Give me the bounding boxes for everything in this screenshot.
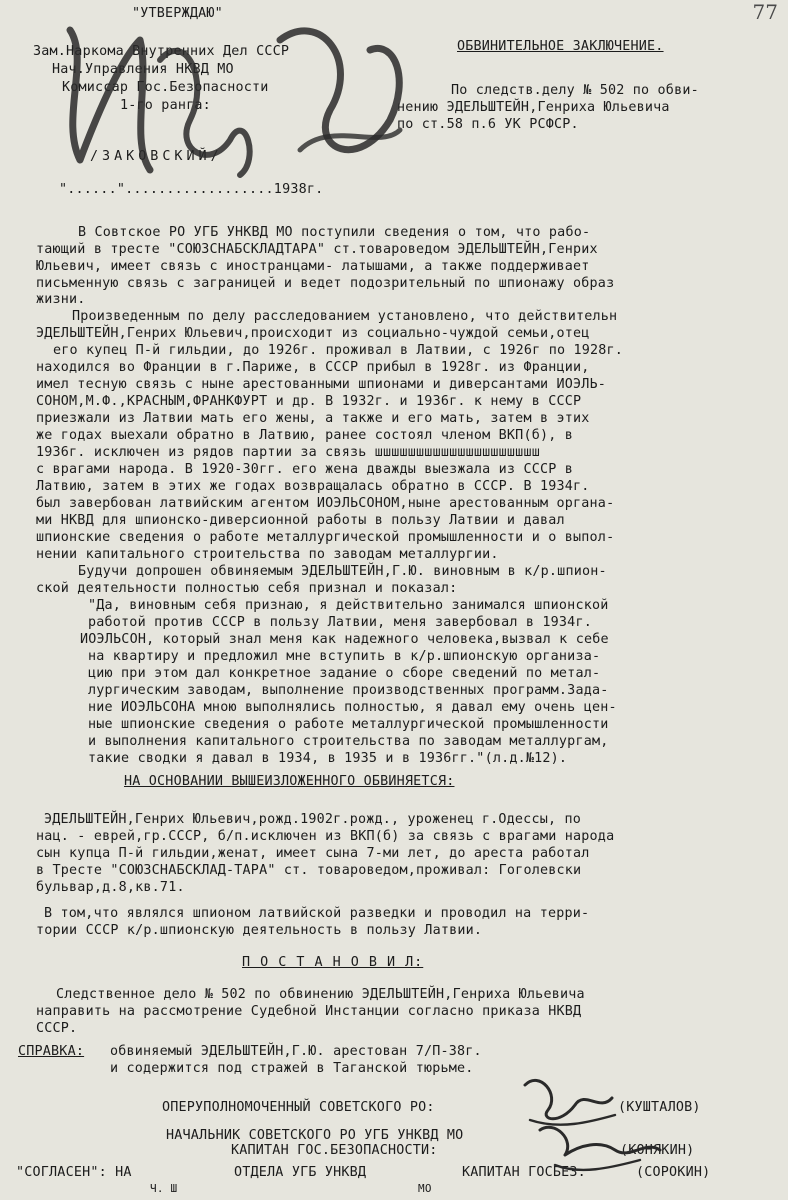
- body-line: ЭДЕЛЬШТЕЙН,Генрих Юльевич,происходит из социально-чуждой семьи,отец: [36, 326, 590, 341]
- testimony-line: такие сводки я давал в 1934, в 1935 и в 1936гг."(л.д.№12).: [88, 751, 568, 766]
- approver-name: /ЗАКОВСКИЙ/: [90, 149, 223, 164]
- agreed-sub: Ч. Ш: [150, 1182, 178, 1195]
- body-line: имел тесную связь с ныне арестованными шпионами и диверсантами ИОЭЛЬ-: [36, 377, 607, 392]
- testimony-line: ные шпионские сведения о работе металлургической промышленности: [88, 717, 609, 732]
- body-line: тающий в тресте "СОЮЗСНАБСКЛАДТАРА" ст.товароведом ЭДЕЛЬШТЕЙН,Генрих: [36, 242, 598, 257]
- body-line: 1936г. исключен из рядов партии за связь шшшшшшшшшшшшшшшшшшшш: [36, 445, 540, 460]
- agreed-name: (СОРОКИН): [636, 1165, 711, 1180]
- chief-rank: КАПИТАН ГОС.БЕЗОПАСНОСТИ:: [231, 1143, 438, 1158]
- document-title: ОБВИНИТЕЛЬНОЕ ЗАКЛЮЧЕНИЕ.: [457, 39, 664, 54]
- corner-mark: 77: [752, 0, 778, 24]
- case-line: По следств.делу № 502 по обви-: [451, 83, 699, 98]
- charge-line: ЭДЕЛЬШТЕЙН,Генрих Юльевич,рожд.1902г.рожд., уроженец г.Одессы, по: [44, 812, 582, 827]
- case-line: по ст.58 п.6 УК РСФСР.: [397, 117, 579, 132]
- body-line: Юльевич, имеет связь с иностранцами- латышами, а также поддерживает: [36, 259, 590, 274]
- body-line: ской деятельности полностью себя признал и показал:: [36, 581, 458, 596]
- body-line: приезжали из Латвии мать его жены, а также и его мать, затем в этих: [36, 411, 590, 426]
- body-line: СОНОМ,М.Ф.,КРАСНЫМ,ФРАНКФУРТ и др. В 1932г. и 1936г. к нему в СССР: [36, 394, 582, 409]
- resolution-line: СССР.: [36, 1021, 78, 1036]
- charge-line: бульвар,д.8,кв.71.: [36, 880, 185, 895]
- agreed-rank: КАПИТАН ГОСБЕЗ.: [462, 1165, 586, 1180]
- approval-line: Комиссар Гос.Безопасности: [62, 80, 269, 95]
- testimony-line: ние ИОЭЛЬСОНА мною выполнялись полностью, я давал ему очень цен-: [88, 700, 617, 715]
- body-line: шпионские сведения о работе металлургической промышленности и о выпол-: [36, 530, 615, 545]
- body-line: был завербован латвийским агентом ИОЭЛЬСОНОМ,ныне арестованным органа-: [36, 496, 615, 511]
- case-line: нению ЭДЕЛЬШТЕЙН,Генриха Юльевича: [397, 100, 670, 115]
- approval-date: "......"..................1938г.: [59, 182, 324, 197]
- body-line: письменную связь с заграницей и ведет подозрительный по шпионажу образ: [36, 276, 615, 291]
- testimony-line: цию при этом дал конкретное задание о сборе сведений по метал-: [88, 666, 601, 681]
- charge-heading: НА ОСНОВАНИИ ВЫШЕИЗЛОЖЕННОГО ОБВИНЯЕТСЯ:: [124, 774, 455, 789]
- approval-line: Нач.Управления НКВД МО: [52, 62, 234, 77]
- agreed-unit: ОТДЕЛА УГБ УНКВД: [234, 1165, 367, 1180]
- body-line: В Совтское РО УГБ УНКВД МО поступили сведения о том, что рабо-: [78, 225, 591, 240]
- agreed-label: "СОГЛАСЕН": НА: [16, 1165, 132, 1180]
- body-line: его купец П-й гильдии, до 1926г. проживал в Латвии, с 1926г по 1928г.: [53, 343, 624, 358]
- body-line: ми НКВД для шпионско-диверсионной работы в пользу Латвии и давал: [36, 513, 565, 528]
- approval-line: 1-го ранга:: [120, 98, 211, 113]
- charge-line: в Тресте "СОЮЗСНАБСКЛАД-ТАРА" ст. товароведом,проживал: Гоголевски: [36, 863, 582, 878]
- body-line: нении капитального строительства по заводам металлургии.: [36, 547, 499, 562]
- body-line: с врагами народа. В 1920-30гг. его жена дважды выезжала из СССР в: [36, 462, 574, 477]
- note-line: и содержится под стражей в Таганской тюрьме.: [110, 1061, 474, 1076]
- officer-name: (КУШТАЛОВ): [618, 1100, 701, 1115]
- testimony-line: на квартиру и предложил мне вступить в к/р.шпионскую организа-: [88, 649, 601, 664]
- testimony-line: работой против СССР в пользу Латвии, меня завербовал в 1934г.: [88, 615, 592, 630]
- body-line: находился во Франции в г.Париже, в СССР прибыл в 1928г. из Франции,: [36, 360, 590, 375]
- testimony-line: ИОЭЛЬСОН, который знал меня как надежного человека,вызвал к себе: [80, 632, 609, 647]
- body-line: же годах выехали обратно в Латвию, ранее состоял членом ВКП(б), в: [36, 428, 574, 443]
- body-line: Произведенным по делу расследованием установлено, что действительн: [72, 309, 618, 324]
- chief-title: НАЧАЛЬНИК СОВЕТСКОГО РО УГБ УНКВД МО: [166, 1128, 464, 1143]
- charge-line: нац. - еврей,гр.СССР, б/п.исключен из ВКП(б) за связь с врагами народа: [36, 829, 615, 844]
- approval-line: Зам.Наркома Внутренних Дел СССР: [33, 44, 290, 59]
- resolution-line: Следственное дело № 502 по обвинению ЭДЕЛЬШТЕЙН,Генриха Юльевича: [56, 987, 585, 1002]
- note-line: обвиняемый ЭДЕЛЬШТЕЙН,Г.Ю. арестован 7/П-38г.: [110, 1044, 482, 1059]
- resolution-line: направить на рассмотрение Судебной Инстанции согласно приказа НКВД: [36, 1004, 582, 1019]
- body-line: Будучи допрошен обвиняемым ЭДЕЛЬШТЕЙН,Г.Ю. виновным в к/р.шпион-: [78, 564, 607, 579]
- body-line: Латвию, затем в этих же годах возвращалась обратно в СССР. В 1934г.: [36, 479, 590, 494]
- note-label: СПРАВКА:: [18, 1044, 85, 1059]
- testimony-line: и выполнения капитального строительства по заводам металлургам,: [88, 734, 609, 749]
- agreed-sub: МО: [418, 1182, 432, 1195]
- charge-line: сын купца П-й гильдии,женат, имеет сына 7-ми лет, до ареста работал: [36, 846, 590, 861]
- resolution-heading: П О С Т А Н О В И Л:: [242, 955, 424, 970]
- officer-title: ОПЕРУПОЛНОМОЧЕННЫЙ СОВЕТСКОГО РО:: [162, 1100, 435, 1115]
- approval-title: "УТВЕРЖДАЮ": [132, 6, 223, 21]
- charge-line: В том,что являлся шпионом латвийской разведки и проводил на терри-: [44, 906, 590, 921]
- testimony-line: лургическим заводам, выполнение производственных программ.Зада-: [88, 683, 609, 698]
- testimony-line: "Да, виновным себя признаю, я действительно занимался шпионской: [88, 598, 609, 613]
- body-line: жизни.: [36, 292, 86, 307]
- charge-line: тории СССР к/р.шпионскую деятельность в пользу Латвии.: [36, 923, 483, 938]
- chief-name: (КОНЯКИН): [620, 1143, 695, 1158]
